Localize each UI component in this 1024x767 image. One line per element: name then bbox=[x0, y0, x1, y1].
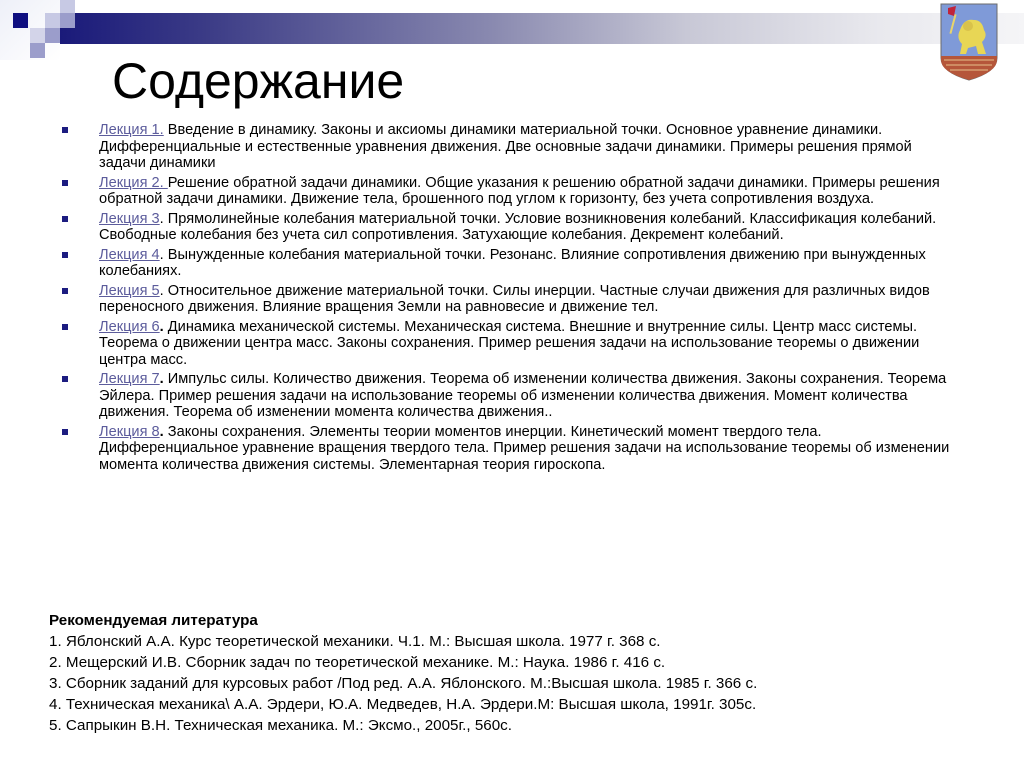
literature-item-2: 2. Мещерский И.В. Сборник задач по теоретической механике. М.: Наука. 1986 г. 416 с. bbox=[49, 654, 666, 671]
bullet-square-icon bbox=[62, 216, 68, 222]
city-coat-of-arms-lion-icon bbox=[938, 2, 1000, 82]
bullet-square-icon bbox=[62, 324, 68, 330]
lecture-6-link[interactable]: Лекция 6 bbox=[99, 318, 160, 335]
header-gradient-bar bbox=[60, 13, 1024, 44]
literature-heading: Рекомендуемая литература bbox=[49, 612, 258, 629]
literature-item-1: 1. Яблонский А.А. Курс теоретической механики. Ч.1. М.: Высшая школа. 1977 г. 368 с. bbox=[49, 633, 661, 650]
lecture-1-link[interactable]: Лекция 1. bbox=[99, 122, 164, 138]
lecture-8-description: Законы сохранения. Элементы теории моментов инерции. Кинетический момент твердого тела. Дифференциальное уравнение вращения твердого тела. Пример решения задачи на использование теоремы об изменении момента количества движения системы. Элементарная теория гироскопа. bbox=[99, 423, 950, 473]
bullet-square-icon bbox=[62, 180, 68, 186]
lecture-item-3: Лекция 3. Прямолинейные колебания материальной точки. Условие возникновения колебаний. Классификация колебаний. Свободные колебания без учета сил сопротивления. Затухающие колебания. Декремент колебаний. bbox=[62, 211, 962, 244]
lecture-2-description: Решение обратной задачи динамики. Общие указания к решению обратной задачи динамики. Примеры решения обратной задачи динамики. Движение тела, брошенного под углом к горизонту, без учета сопротивления воздуха. bbox=[99, 174, 940, 207]
lecture-4-description: Вынужденные колебания материальной точки. Резонанс. Влияние сопротивления движению при вынужденных колебаниях. bbox=[99, 246, 926, 279]
lecture-item-5: Лекция 5. Относительное движение материальной точки. Силы инерции. Частные случаи движения для различных видов переносного движения. Влияние вращения Земли на равновесие и движение тел. bbox=[62, 283, 962, 316]
bullet-square-icon bbox=[62, 288, 68, 294]
lecture-7-description: Импульс силы. Количество движения. Теорема об изменении количества движения. Законы сохранения. Теорема Эйлера. Пример решения задачи на использование теоремы об изменении количества движения. Момент количества движения. Теорема об изменении момента количества движения.. bbox=[99, 371, 947, 420]
lecture-item-2 bbox=[62, 175, 962, 208]
lecture-1-description: Введение в динамику. Законы и аксиомы динамики материальной точки. Основное уравнение динамики. Дифференциальные и естественные уравнения движения. Две основные задачи динамики. Примеры решения прямой задачи динамики bbox=[99, 122, 912, 171]
lecture-item-1 bbox=[62, 122, 962, 172]
lecture-3-description: Прямолинейные колебания материальной точки. Условие возникновения колебаний. Классификация колебаний. Свободные колебания без учета сил сопротивления. Затухающие колебания. Декремент колебаний. bbox=[99, 210, 937, 243]
lecture-4-link[interactable]: Лекция 4 bbox=[99, 246, 160, 263]
lecture-item-6: Лекция 6. Динамика механической системы. Механическая система. Внешние и внутренние силы. Центр масс системы. Теорема о движении центра масс. Законы сохранения. Пример решения задачи на использование теоремы о движении центра масс. bbox=[62, 319, 962, 369]
lecture-item-8: Лекция 8. Законы сохранения. Элементы теории моментов инерции. Кинетический момент твердого тела. Дифференциальное уравнение вращения твердого тела. Пример решения задачи на использование теоремы об изменении момента количества движения системы. Элементарная теория гироскопа. bbox=[62, 424, 962, 474]
bullet-square-icon bbox=[62, 376, 68, 382]
bullet-square-icon bbox=[62, 252, 68, 258]
lecture-item-7: Лекция 7. Импульс силы. Количество движения. Теорема об изменении количества движения. Законы сохранения. Теорема Эйлера. Пример решения задачи на использование теоремы об изменении количества движения. Момент количества движения. Теорема об изменении момента количества движения.. bbox=[62, 371, 962, 421]
lecture-7-link[interactable]: Лекция 7 bbox=[99, 371, 160, 387]
lecture-2-link[interactable]: Лекция 2. bbox=[99, 174, 168, 191]
literature-item-4: 4. Техническая механика\ А.А. Эрдери, Ю.А. Медведев, Н.А. Эрдери.М: Высшая школа, 1991г. 305с. bbox=[49, 696, 757, 713]
page-title: Содержание bbox=[112, 53, 405, 109]
lecture-3-link[interactable]: Лекция 3 bbox=[99, 210, 160, 227]
bullet-square-icon bbox=[62, 127, 68, 133]
bullet-square-icon bbox=[62, 429, 68, 435]
lecture-6-description: Динамика механической системы. Механическая система. Внешние и внутренние силы. Центр масс системы. Теорема о движении центра масс. Законы сохранения. Пример решения задачи на использование теоремы о движении центра масс. bbox=[99, 318, 920, 368]
lecture-5-link[interactable]: Лекция 5 bbox=[99, 282, 160, 299]
literature-item-5: 5. Сапрыкин В.Н. Техническая механика. М.: Эксмо., 2005г., 560с. bbox=[49, 717, 512, 734]
lecture-8-link[interactable]: Лекция 8 bbox=[99, 423, 160, 440]
lecture-list bbox=[62, 122, 962, 476]
lecture-item-4: Лекция 4. Вынужденные колебания материальной точки. Резонанс. Влияние сопротивления движению при вынужденных колебаниях. bbox=[62, 247, 962, 280]
lecture-5-description: Относительное движение материальной точки. Силы инерции. Частные случаи движения для различных видов переносного движения. Влияние вращения Земли на равновесие и движение тел. bbox=[99, 282, 930, 315]
literature-section bbox=[49, 610, 949, 736]
literature-item-3: 3. Сборник заданий для курсовых работ /Под ред. А.А. Яблонского. М.:Высшая школа. 1985 г. 366 с. bbox=[49, 675, 758, 692]
